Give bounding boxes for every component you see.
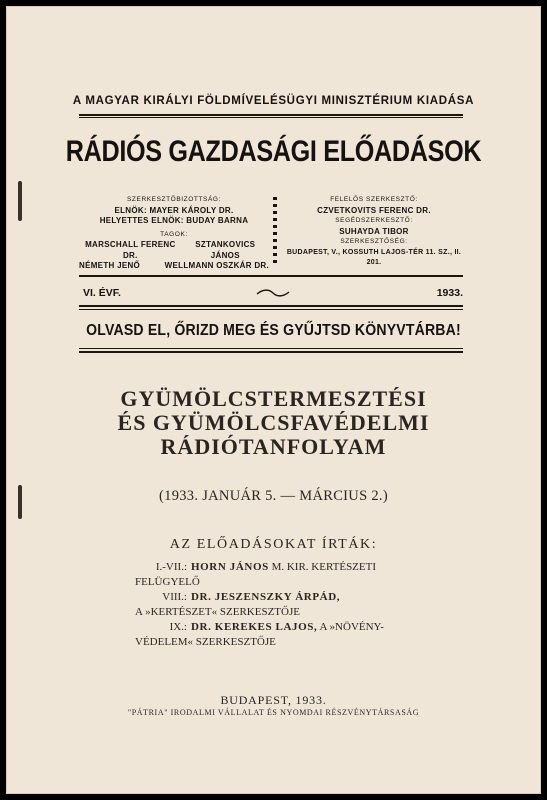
author-name: DR. KEREKES LAJOS,: [191, 621, 318, 633]
authors-heading: AZ ELŐADÁSOKAT ÍRTÁK:: [169, 537, 378, 552]
board-label: SZERKESZTŐBIZOTTSÁG:: [127, 196, 221, 203]
author-title: A »NÖVÉNY-: [317, 621, 384, 633]
lecture-entry: [135, 560, 455, 590]
imprint-printer: "PÁTRIA" IRODALMI VÁLLALAT ÉS NYOMDAI RÉSZVÉNYTÁRSASÁG: [127, 708, 420, 717]
course-dates: (1933. JANUÁR 5. — MÁRCIUS 2.): [159, 488, 388, 504]
editor: CZVETKOVITS FERENC DR.: [317, 205, 431, 215]
course-title-line: GYÜMÖLCSTERMESZTÉSI: [120, 386, 427, 411]
divider: [79, 305, 463, 307]
divider: [79, 348, 463, 349]
assistant-editor: SUHAYDA TIBOR: [339, 226, 409, 236]
divider: [79, 351, 463, 353]
office-label: SZERKESZTŐSÉG:: [340, 238, 408, 245]
lecture-entry: [135, 590, 455, 620]
office-address: BUDAPEST, V., KOSSUTH LAJOS-TÉR 11. SZ., II. 201.: [286, 248, 462, 266]
members-row: [79, 261, 269, 272]
volume: VI. ÉVF.: [83, 287, 121, 299]
lecture-number: VIII.:: [162, 591, 187, 603]
editorial-board: [79, 195, 269, 272]
lecture-entry: [135, 620, 455, 650]
publisher-line: A MAGYAR KIRÁLYI FÖLDMÍVELÉSÜGYI MINISZTÉRIUM KIADÁSA: [72, 95, 475, 107]
assistant-label: SEGÉDSZERKESZTŐ:: [335, 217, 413, 224]
divider: [79, 117, 463, 118]
divider: [79, 309, 463, 310]
author-name: HORN JÁNOS: [191, 561, 269, 573]
divider: [79, 275, 463, 277]
author-title-cont: VÉDELEM« SZERKESZTŐJE: [135, 636, 276, 648]
editors: [283, 195, 465, 269]
year: 1933.: [436, 287, 463, 299]
author-title-cont: FELÜGYELŐ: [135, 576, 200, 588]
divider: [79, 114, 463, 116]
members-label: TAGOK:: [160, 230, 188, 238]
series-title: RÁDIÓS GAZDASÁGI ELŐADÁSOK: [65, 135, 482, 168]
author-title-cont: A »KERTÉSZET« SZERKESZTŐJE: [135, 606, 300, 618]
ornament-icon: [255, 287, 291, 299]
member: SZTANKOVICS JÁNOS: [195, 240, 256, 260]
document-page: [6, 6, 541, 794]
member: MARSCHALL FERENC DR.: [85, 240, 176, 260]
lecture-number: I.-VII.:: [155, 561, 187, 573]
course-title-line: RÁDIÓTANFOLYAM: [160, 434, 387, 459]
chair: ELNÖK: MAYER KÁROLY DR.: [114, 205, 234, 215]
members-row: [79, 240, 269, 261]
motto: OLVASD EL, ŐRIZD MEG ÉS GYŰJTSD KÖNYVTÁRBA!: [86, 322, 461, 339]
vice-chair: HELYETTES ELNÖK: BUDAY BARNA: [99, 216, 249, 225]
lecture-number: IX.:: [169, 621, 187, 633]
imprint-city: BUDAPEST, 1933.: [220, 693, 327, 707]
author-name: DR. JESZENSZKY ÁRPÁD,: [191, 591, 341, 603]
member: NÉMETH JENŐ: [79, 261, 141, 270]
binding-staple: [18, 181, 22, 221]
editor-label: FELELŐS SZERKESZTŐ:: [330, 196, 418, 203]
lecture-list: [135, 560, 455, 650]
course-title-line: ÉS GYÜMÖLCSFAVÉDELMI: [117, 410, 430, 435]
course-title: [7, 387, 540, 459]
author-title: M. KIR. KERTÉSZETI: [268, 561, 377, 573]
member: WELLMANN OSZKÁR DR.: [164, 261, 269, 270]
dotted-separator: [273, 197, 277, 267]
